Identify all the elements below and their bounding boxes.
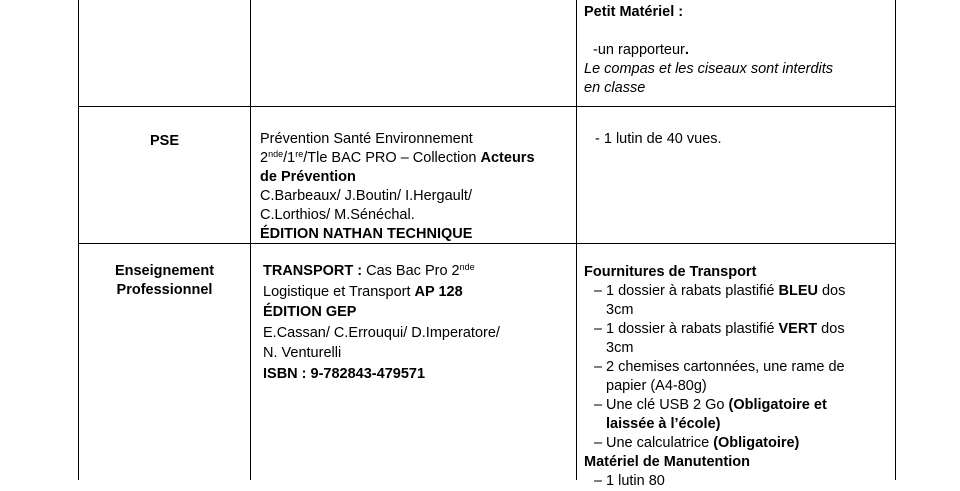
fourniture-item-bleu: – 1 dossier à rabats plastifié BLEU dos 3cm — [594, 283, 846, 318]
pse-edition: ÉDITION NATHAN TECHNIQUE — [260, 226, 473, 242]
pse-collection: de Prévention — [260, 169, 356, 185]
transport-isbn: ISBN : 9-782843-479571 — [263, 365, 426, 382]
pse-authors: C.Barbeaux/ J.Boutin/ I.Hergault/ C.Lorthios/ M.Sénéchal. — [260, 188, 472, 223]
fourniture-item-vert: – 1 dossier à rabats plastifié VERT dos 3cm — [594, 321, 845, 356]
petit-materiel-cell — [584, 3, 889, 98]
enseignement-subject: Enseignement Professionnel — [114, 263, 215, 298]
fournitures-cell — [584, 263, 892, 491]
transport-edition: ÉDITION GEP — [263, 304, 357, 320]
pse-subject: PSE — [149, 133, 179, 149]
fourniture-item-usb: – Une clé USB 2 Go (Obligatoire et laissée à l’école) — [594, 397, 827, 432]
pse-manual-title: Prévention Santé Environnement — [260, 131, 473, 147]
petit-materiel-title: Petit Matériel : — [584, 4, 684, 20]
transport-title: TRANSPORT : Cas Bac Pro 2nde — [263, 262, 475, 279]
fourniture-item-chemises: – 2 chemises cartonnées, une rame de papier (A4-80g) — [594, 359, 845, 394]
table-border-right — [895, 0, 896, 480]
transport-logistique: Logistique et Transport AP 128 — [263, 283, 463, 300]
rapporteur-item: -un rapporteur. — [593, 42, 689, 58]
compass-note: Le compas et les ciseaux sont interdits en classe — [584, 61, 834, 96]
transport-authors: E.Cassan/ C.Errouqui/ D.Imperatore/ N. Venturelli — [263, 324, 500, 361]
table-divider-1 — [250, 0, 251, 480]
manutention-item-lutin: – 1 lutin 80 — [594, 473, 665, 489]
pse-manual-cell — [260, 130, 572, 244]
manutention-title: Matériel de Manutention — [584, 454, 750, 470]
fournitures-title: Fournitures de Transport — [584, 264, 757, 280]
pse-supply: - 1 lutin de 40 vues. — [595, 131, 722, 147]
pse-manual-levels: 2nde/1re/Tle BAC PRO – Collection Acteurs — [260, 149, 535, 166]
table-border-left — [78, 0, 79, 480]
transport-manual-cell — [263, 261, 573, 384]
row-separator-1 — [78, 106, 896, 107]
table-divider-2 — [576, 0, 577, 480]
fourniture-item-calculatrice: – Une calculatrice (Obligatoire) — [594, 435, 800, 451]
